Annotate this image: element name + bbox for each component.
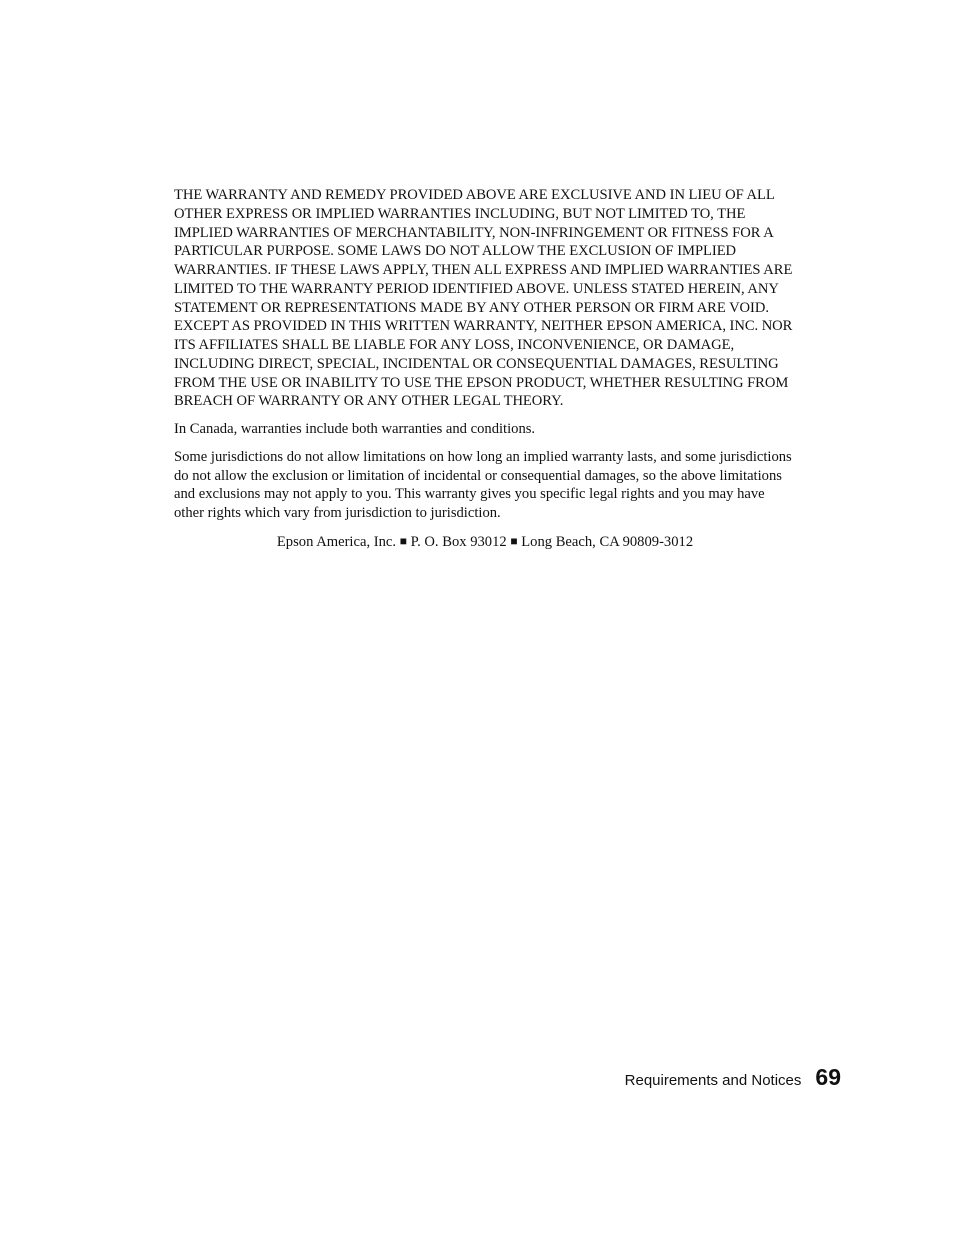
address-city: Long Beach, CA 90809-3012 [521,533,694,550]
square-bullet-icon: ■ [510,533,518,548]
address-company: Epson America, Inc. [276,533,397,550]
page-footer [625,1064,841,1091]
footer-section-title: Requirements and Notices [624,1072,802,1089]
page-number: 69 [815,1064,841,1090]
square-bullet-icon: ■ [399,533,407,548]
canada-note: In Canada, warranties include both warranties and conditions. [174,421,536,437]
company-address [174,532,796,552]
page-body [174,186,796,561]
warranty-disclaimer: THE WARRANTY AND REMEDY PROVIDED ABOVE ARE EXCLUSIVE AND IN LIEU OF ALL OTHER EXPRESS OR IMPLIED WARRANTIES INCLUDING, BUT NOT LIMITED TO, THE IMPLIED WARRANTIES OF MERCHANTABILITY, NON-INFRINGEMENT OR FITNESS FOR A PARTICULAR PURPOSE. SOME LAWS DO NOT ALLOW THE EXCLUSION OF IMPLIED WARRANTIES. IF THESE LAWS APPLY, THEN ALL EXPRESS AND IMPLIED WARRANTIES ARE LIMITED TO THE WARRANTY PERIOD IDENTIFIED ABOVE. UNLESS STATED HEREIN, ANY STATEMENT OR REPRESENTATIONS MADE BY ANY OTHER PERSON OR FIRM ARE VOID. EXCEPT AS PROVIDED IN THIS WRITTEN WARRANTY, NEITHER EPSON AMERICA, INC. NOR ITS AFFILIATES SHALL BE LIABLE FOR ANY LOSS, INCONVENIENCE, OR DAMAGE, INCLUDING DIRECT, SPECIAL, INCIDENTAL OR CONSEQUENTIAL DAMAGES, RESULTING FROM THE USE OR INABILITY TO USE THE EPSON PRODUCT, WHETHER RESULTING FROM BREACH OF WARRANTY OR ANY OTHER LEGAL THEORY. [174,187,793,410]
address-po-box: P. O. Box 93012 [410,533,507,550]
jurisdiction-note: Some jurisdictions do not allow limitations on how long an implied warranty lasts, and some jurisdictions do not allow the exclusion or limitation of incidental or consequential damages, so the above limitations and exclusions may not apply to you. This warranty gives you specific legal rights and you may have other rights which vary from jurisdiction to jurisdiction. [174,448,792,521]
